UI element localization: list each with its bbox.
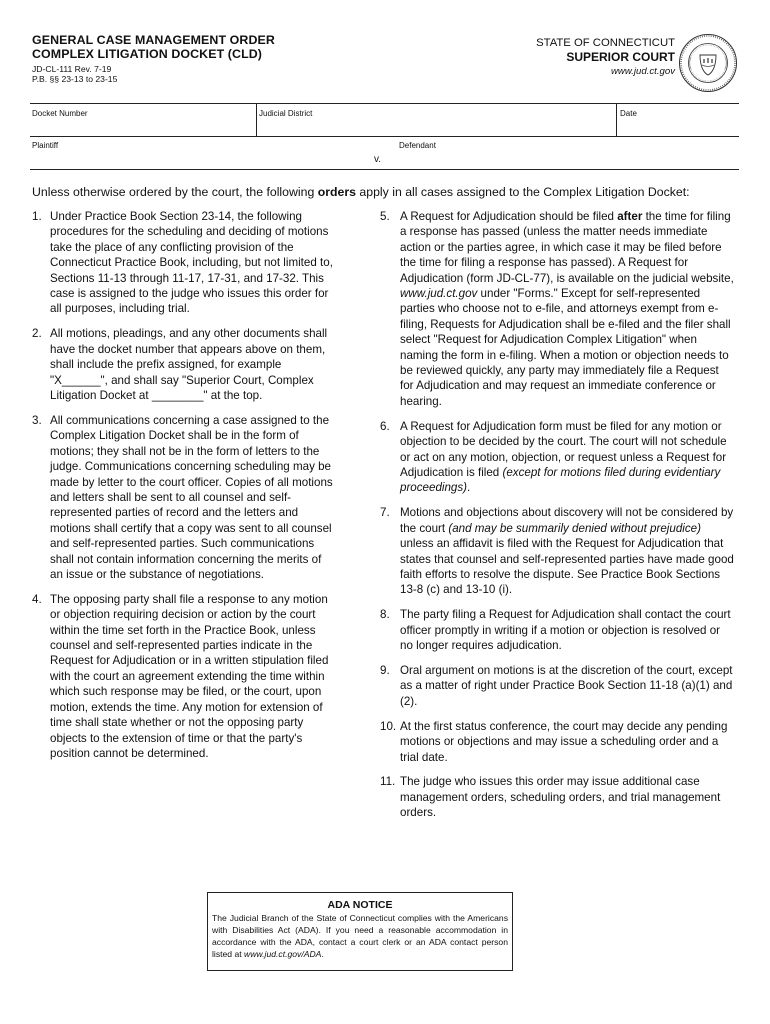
- order-text: the time for filing a response has passed (unless the matter needs immediate action or the parties agree, in which case it may be filed before the time for filing a response has passed). A Request for Adjudication (form JD-CL-77), is available on the judicial website,: [400, 210, 734, 285]
- order-text: under "Forms." Except for self-represented parties who choose not to e-file, and attorneys exempt from e-filing, Requests for Adjudication shall be e-filed and the filer shall select "Request for Adjudication Complex Litigation" when naming the form in e-filing. When a motion or objection needs to be reviewed quickly, any party may immediately file a Request for Adjudication and may request an immediate conference or hearing.: [400, 287, 731, 408]
- order-number: 8.: [380, 608, 390, 622]
- judicial-district-label: Judicial District: [259, 109, 313, 118]
- form-title-line1: GENERAL CASE MANAGEMENT ORDER: [32, 33, 275, 47]
- intro-paragraph: [32, 185, 742, 200]
- divider: [30, 136, 739, 137]
- divider: [30, 103, 739, 104]
- order-number: 9.: [380, 663, 390, 677]
- orders-right-column: [380, 209, 734, 830]
- order-italic: (and may be summarily denied without prejudice): [448, 521, 701, 535]
- state-seal-icon: [678, 33, 738, 93]
- order-italic: (except for motions filed during evidentiary proceedings): [400, 466, 721, 495]
- intro-text: apply in all cases assigned to the Complex Litigation Docket:: [356, 185, 690, 199]
- order-item-9: [380, 663, 734, 709]
- judicial-district-field[interactable]: [259, 120, 613, 134]
- versus-label: v.: [374, 154, 382, 165]
- date-field[interactable]: [620, 120, 735, 134]
- order-text: Under Practice Book Section 23-14, the following procedures for the scheduling and deciding of motions take the place of any conflicting provision of the Connecticut Practice Book, including, but not limited to, Sections 11-13 through 11-17, 17-31, and 17-32. This case is assigned to the judge who issues this order for all purposes, including trial.: [50, 210, 333, 316]
- intro-bold: orders: [317, 185, 356, 199]
- intro-text: Unless otherwise ordered by the court, the following: [32, 185, 318, 199]
- order-text: Oral argument on motions is at the discretion of the court, except as a matter of right under Practice Book Section 11-18 (a)(1) and (2).: [400, 663, 733, 708]
- order-text: The party filing a Request for Adjudication shall contact the court officer promptly in writing if a motion or objection is resolved or no longer requires adjudication.: [400, 608, 731, 653]
- website-link[interactable]: www.jud.ct.gov: [611, 66, 675, 77]
- ada-notice-body: The Judicial Branch of the State of Connecticut complies with the Americans with Disabilities Act (ADA). If you need a reasonable accommodation in accordance with the ADA, contact a court clerk or an ADA contact person listed at: [212, 913, 508, 959]
- ada-notice-box: [207, 892, 513, 971]
- order-text: The opposing party shall file a response to any motion or objection requiring decision or action by the court within the time set forth in the Practice Book, unless counsel and self-represented parties indicate in the Request for Adjudication or in a written stipulation filed with the court an agreement extending the time within which such response may be filed, or the court, upon motion, extends the time. Any motion for extension of time shall state whether or not the opposing party objects to the extension of time or that the party's position cannot be determined.: [50, 592, 329, 760]
- docket-number-label: Docket Number: [32, 109, 88, 118]
- order-text: All motions, pleadings, and any other documents shall have the docket number that appears above on them, shall include the prefix assigned, for example "X______", and shall say "Superior Court, Complex Litigation Docket at ________" at the top.: [50, 327, 328, 402]
- case-caption-box: [30, 103, 739, 169]
- order-number: 11.: [380, 775, 396, 789]
- order-text: .: [467, 481, 471, 495]
- order-item-11: [380, 774, 734, 820]
- court-block: [536, 37, 675, 78]
- order-number: 1.: [32, 210, 42, 223]
- order-item-4: [32, 592, 336, 761]
- website-link[interactable]: www.jud.ct.gov: [400, 287, 478, 301]
- order-number: 6.: [380, 419, 390, 433]
- order-item-3: [32, 413, 336, 582]
- order-item-6: [380, 419, 734, 496]
- divider: [616, 103, 617, 137]
- orders-left-column: [32, 209, 336, 771]
- practice-book-reference: P.B. §§ 23-13 to 23-15: [32, 74, 118, 84]
- form-title-block: [32, 33, 275, 84]
- ada-notice-text: [208, 911, 512, 960]
- order-number: 5.: [380, 210, 390, 223]
- divider: [30, 169, 739, 170]
- order-item-1: [32, 209, 336, 317]
- defendant-field[interactable]: [399, 153, 734, 167]
- order-bold: after: [617, 210, 643, 223]
- docket-number-field[interactable]: [32, 120, 252, 134]
- order-item-5: [380, 209, 734, 409]
- order-text: All communications concerning a case assigned to the Complex Litigation Docket shall be in the form of motions; they shall not be in the form of letters to the judge. Communications concerning scheduling may be made by letter to the court officer. Copies of all motions and letters shall be sent to all counsel and self-represented parties of record and the letters and motions shall certify that a copy was sent to all counsel and self-represented parties. Such communications shall not contain information concerning the merits of an issue or the substance of negotiations.: [50, 413, 333, 581]
- ada-link[interactable]: www.jud.ct.gov/ADA: [244, 949, 322, 959]
- order-text: At the first status conference, the court may decide any pending motions or objections and may issue a scheduling order and a trial date.: [400, 719, 728, 764]
- order-number: 4.: [32, 592, 42, 606]
- state-name: STATE OF CONNECTICUT: [536, 37, 675, 49]
- date-label: Date: [620, 109, 637, 118]
- defendant-label: Defendant: [399, 141, 436, 150]
- order-item-2: [32, 326, 336, 403]
- order-text: A Request for Adjudication form must be filed for any motion or objection to be decided by the court. The court will not schedule or act on any motion, objection, or request unless a Request for Adjudication is filed: [400, 419, 727, 479]
- ada-notice-title: ADA NOTICE: [327, 899, 393, 911]
- order-text: unless an affidavit is filed with the Request for Adjudication that states that counsel and self-represented parties have made good faith efforts to resolve the dispute. See Practice Book Sections 13-8 (c) and 13-10 (i).: [400, 537, 734, 597]
- ada-notice-end: .: [321, 949, 324, 959]
- order-item-10: [380, 719, 734, 765]
- order-number: 3.: [32, 413, 42, 427]
- form-title-line2: COMPLEX LITIGATION DOCKET (CLD): [32, 47, 263, 61]
- order-text: A Request for Adjudication should be filed: [400, 210, 618, 223]
- order-text: Motions and objections about discovery will not be considered by the court: [400, 506, 734, 535]
- form-number: JD-CL-111 Rev. 7-19: [32, 64, 112, 74]
- order-number: 2.: [32, 327, 42, 341]
- plaintiff-label: Plaintiff: [32, 141, 59, 150]
- plaintiff-field[interactable]: [32, 153, 362, 167]
- order-item-8: [380, 607, 734, 653]
- order-number: 7.: [380, 506, 390, 520]
- order-text: The judge who issues this order may issue additional case management orders, scheduling orders, and trial management orders.: [400, 775, 721, 820]
- order-item-7: [380, 505, 734, 597]
- order-number: 10.: [380, 719, 397, 733]
- court-name: SUPERIOR COURT: [566, 50, 675, 64]
- divider: [256, 103, 257, 137]
